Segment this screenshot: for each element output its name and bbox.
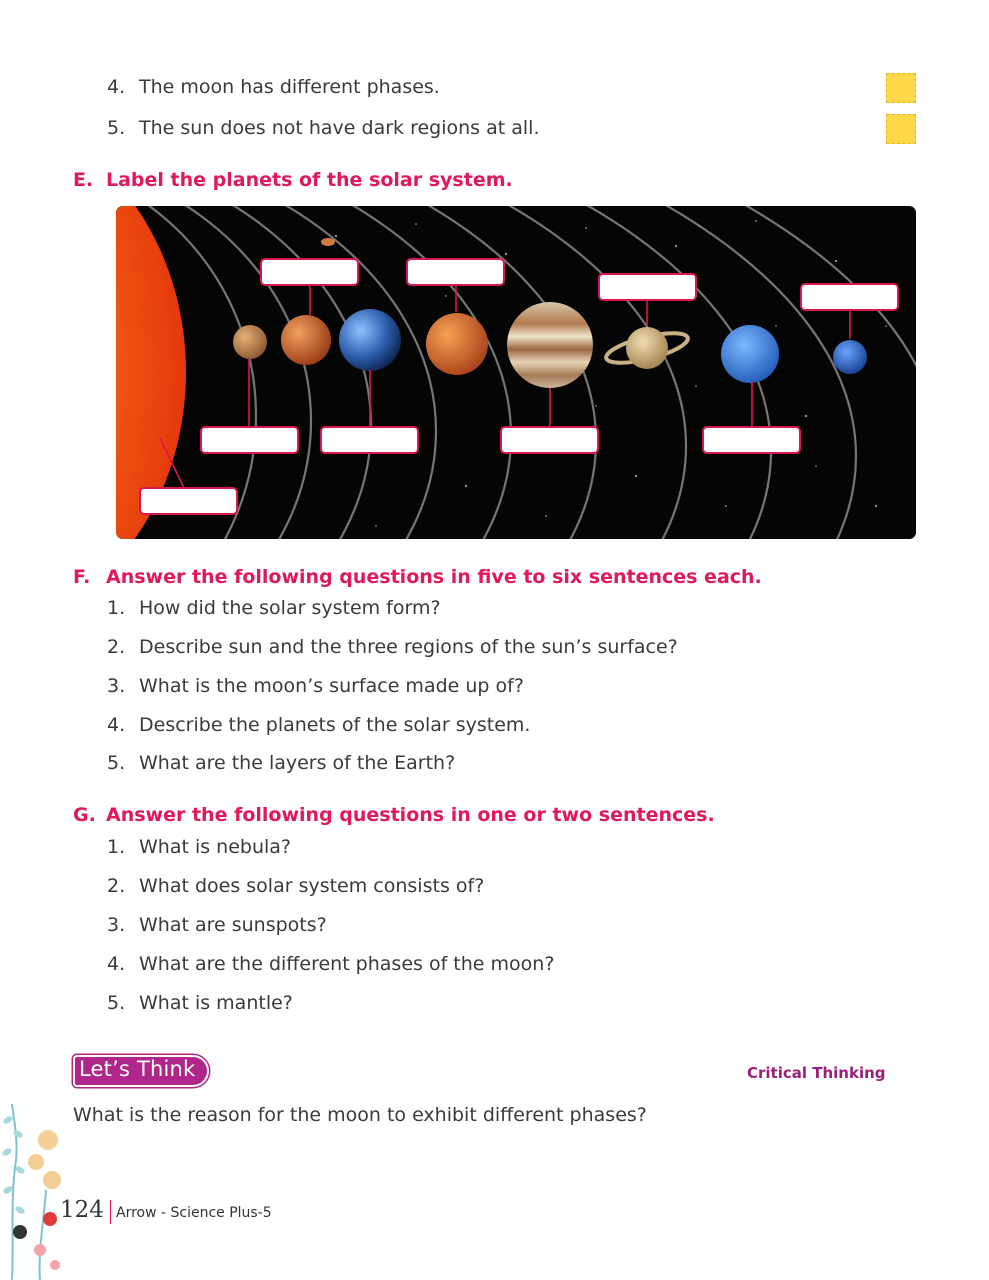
question-item	[107, 992, 293, 1014]
question-item	[107, 875, 484, 897]
question-number: 1.	[107, 836, 126, 858]
label-box[interactable]	[703, 427, 800, 453]
label-box[interactable]	[501, 427, 598, 453]
question-item	[107, 597, 441, 619]
label-box[interactable]	[599, 274, 696, 300]
question-text: The moon has different phases.	[139, 76, 440, 98]
critical-thinking-tag: Critical Thinking	[747, 1064, 886, 1082]
question-text: What are the layers of the Earth?	[139, 752, 456, 774]
question-item	[107, 914, 327, 936]
question-text: What is nebula?	[139, 836, 292, 858]
question-text: How did the solar system form?	[139, 597, 441, 619]
question-text: What are sunspots?	[139, 914, 327, 936]
question-item	[107, 953, 554, 975]
mercury	[233, 325, 267, 359]
question-number: 4.	[107, 714, 126, 736]
section-title: Answer the following questions in five to six sentences each.	[106, 566, 762, 588]
label-box[interactable]	[201, 427, 298, 453]
question-text: What is the moon’s surface made up of?	[139, 675, 524, 697]
question-text: What is mantle?	[139, 992, 293, 1014]
question-number: 4.	[107, 76, 126, 98]
section-title: Answer the following questions in one or two sentences.	[106, 804, 715, 826]
question-number: 5.	[107, 117, 126, 139]
answer-box[interactable]	[886, 73, 916, 103]
question-item	[107, 675, 524, 697]
question-item	[107, 836, 291, 858]
solar-system-diagram	[116, 206, 916, 539]
lets-think-badge	[73, 1055, 209, 1087]
question-number: 3.	[107, 675, 126, 697]
section-title: Label the planets of the solar system.	[106, 169, 513, 191]
jupiter	[507, 302, 593, 388]
section-letter: E.	[73, 169, 94, 191]
question-text: Describe sun and the three regions of the sun’s surface?	[139, 636, 678, 658]
section-letter: F.	[73, 566, 91, 588]
book-title: Arrow - Science Plus-5	[116, 1205, 272, 1221]
question-text: The sun does not have dark regions at all.	[139, 117, 540, 139]
venus	[281, 315, 331, 365]
answer-box[interactable]	[886, 114, 916, 144]
lets-think-label: Let’s Think	[79, 1057, 196, 1081]
question-item	[107, 636, 678, 658]
question-text: What are the different phases of the moon?	[139, 953, 555, 975]
label-box[interactable]	[140, 488, 237, 514]
label-box[interactable]	[801, 284, 898, 310]
floral-decoration-icon	[0, 1100, 70, 1280]
question-item	[107, 752, 455, 774]
footer-divider	[110, 1200, 111, 1224]
uranus	[721, 325, 779, 383]
earth	[339, 309, 401, 371]
section-letter: G.	[73, 804, 96, 826]
neptune	[833, 340, 867, 374]
lets-think-question: What is the reason for the moon to exhibit different phases?	[73, 1104, 647, 1126]
section-e-heading	[73, 169, 513, 191]
question-number: 5.	[107, 992, 126, 1014]
question-text: What does solar system consists of?	[139, 875, 485, 897]
question-number: 4.	[107, 953, 126, 975]
question-number: 2.	[107, 636, 126, 658]
question-number: 2.	[107, 875, 126, 897]
question-text: Describe the planets of the solar system.	[139, 714, 531, 736]
page-number: 124	[60, 1197, 104, 1223]
solar-system-image	[116, 206, 916, 539]
section-f-heading	[73, 566, 762, 588]
asteroid	[321, 238, 335, 246]
label-box[interactable]	[261, 259, 358, 285]
label-box[interactable]	[407, 259, 504, 285]
question-item	[107, 117, 539, 139]
question-item	[107, 714, 530, 736]
section-g-heading	[73, 804, 715, 826]
question-number: 3.	[107, 914, 126, 936]
label-box[interactable]	[321, 427, 418, 453]
question-item	[107, 76, 440, 98]
question-number: 5.	[107, 752, 126, 774]
mars	[426, 313, 488, 375]
question-number: 1.	[107, 597, 126, 619]
